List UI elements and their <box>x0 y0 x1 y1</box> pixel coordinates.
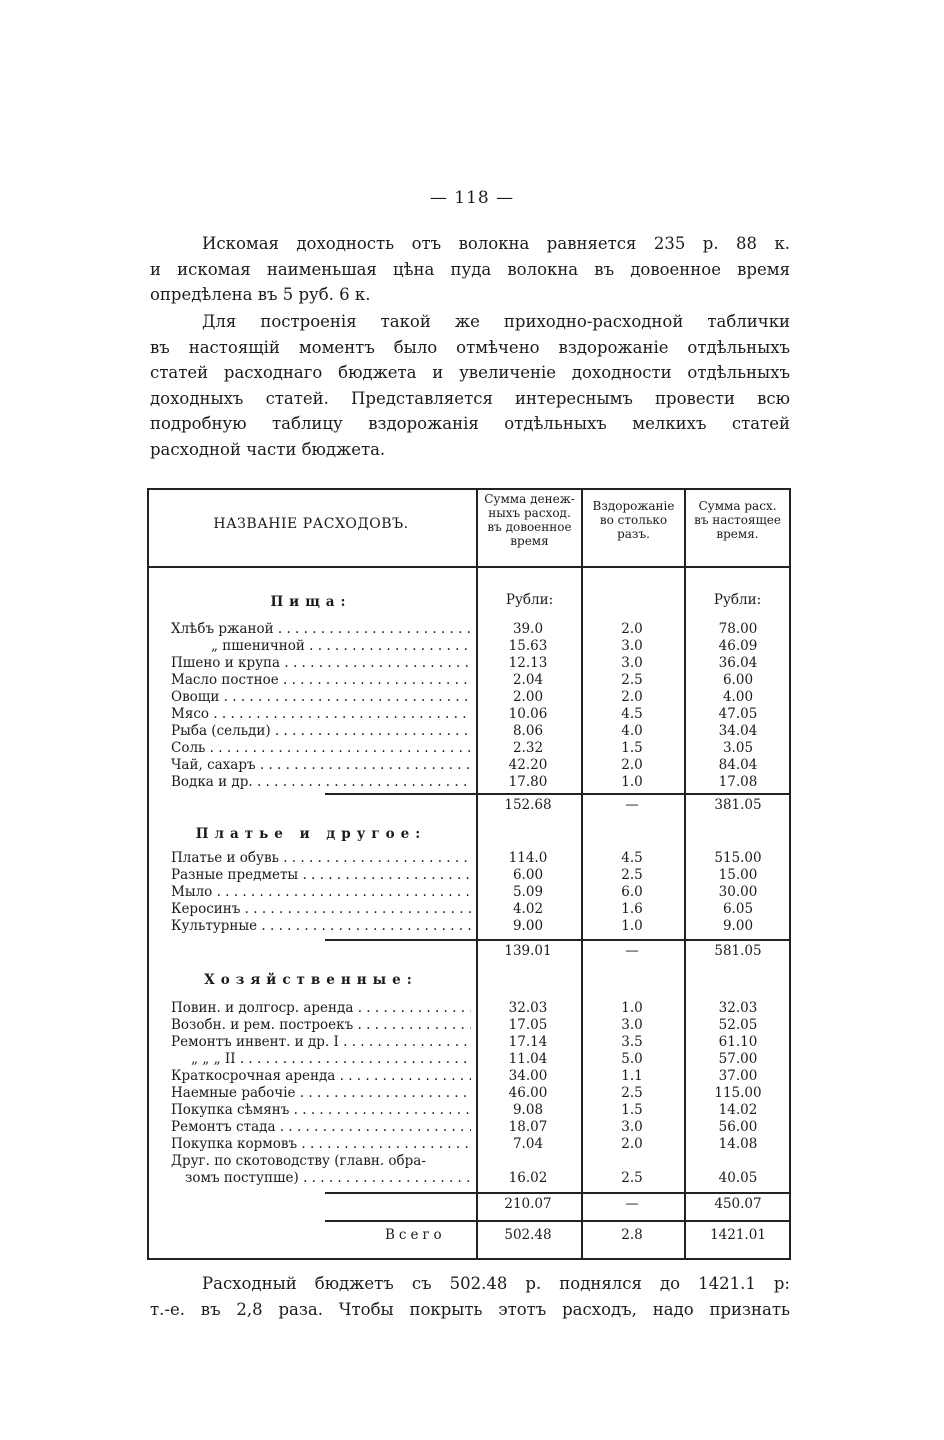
table-row <box>147 1119 791 1136</box>
current-value: 115.00 <box>714 1085 762 1101</box>
subtotal-rise: — <box>625 943 639 959</box>
subtotal-prewar: 139.01 <box>504 943 552 959</box>
prewar-value: 16.02 <box>508 1170 548 1186</box>
expense-name: Рыба (сельди) . . . <box>171 723 471 740</box>
prewar-value: 5.09 <box>512 884 544 900</box>
table-row <box>147 884 791 901</box>
subtotal-row <box>147 797 791 814</box>
total-current: 1421.01 <box>710 1227 766 1243</box>
rise-factor: 1.0 <box>621 1000 643 1016</box>
intro-paragraph <box>150 231 790 308</box>
table-row <box>147 1085 791 1102</box>
rise-factor: 2.0 <box>621 621 643 637</box>
expense-name: „ пшеничной . . . <box>171 638 471 655</box>
rise-factor: 1.0 <box>621 918 643 934</box>
subtotal-prewar: 152.68 <box>504 797 552 813</box>
rise-factor: 6.0 <box>621 884 643 900</box>
header-line: во столько <box>599 513 668 527</box>
subtotal-current: 381.05 <box>714 797 762 813</box>
current-value: 515.00 <box>714 850 762 866</box>
rise-factor: 2.0 <box>621 757 643 773</box>
expense-name: Культурные . . . <box>171 918 471 935</box>
prewar-value: 17.80 <box>508 774 548 790</box>
current-value: 14.08 <box>718 1136 758 1152</box>
rise-factor: 2.0 <box>621 689 643 705</box>
expense-name: зомъ поступше) . . . <box>171 1170 471 1187</box>
expense-name: Покупка кормовъ . . . <box>171 1136 471 1153</box>
current-value: 15.00 <box>718 867 758 883</box>
current-value: 9.00 <box>722 918 754 934</box>
rise-factor: 1.5 <box>621 740 643 756</box>
table-row <box>147 1000 791 1017</box>
current-value: 47.05 <box>718 706 758 722</box>
expense-name: Возобн. и рем. построекъ . . . <box>171 1017 471 1034</box>
expense-name: Водка и др. . . . <box>171 774 471 791</box>
current-value: 36.04 <box>718 655 758 671</box>
table-row <box>147 1017 791 1034</box>
prewar-value: 7.04 <box>512 1136 544 1152</box>
prewar-value: 17.05 <box>508 1017 548 1033</box>
rise-factor: 2.5 <box>621 1170 643 1186</box>
expense-name: Покупка сѣмянъ . . . <box>171 1102 471 1119</box>
expense-name: Краткосрочная аренда . . . <box>171 1068 471 1085</box>
total-rise: 2.8 <box>621 1227 643 1243</box>
expense-name: Разные предметы . . . <box>171 867 471 884</box>
current-value: 37.00 <box>718 1068 758 1084</box>
total-prewar: 502.48 <box>504 1227 552 1243</box>
expense-name: Ремонтъ стада . . . <box>171 1119 471 1136</box>
table-row <box>147 638 791 655</box>
prewar-value: 6.00 <box>512 867 544 883</box>
text-line: Для построенія такой же приходно-расходной таблички <box>202 312 790 331</box>
text-line: опредѣлена въ 5 руб. 6 к. <box>150 285 371 304</box>
text-line: расходной части бюджета. <box>150 439 386 459</box>
rise-factor: 3.0 <box>621 638 643 654</box>
expense-table <box>147 488 791 1260</box>
table-row <box>147 901 791 918</box>
header-line: въ настоящее <box>694 513 781 527</box>
current-value: 32.03 <box>718 1000 758 1016</box>
expense-name: Масло постное . . . <box>171 672 471 689</box>
prewar-value: 32.03 <box>508 1000 548 1016</box>
expense-name: Друг. по скотоводству (главн. обра- <box>171 1153 426 1169</box>
current-value: 46.09 <box>718 638 758 654</box>
prewar-value: 11.04 <box>508 1051 548 1067</box>
prewar-value: 4.02 <box>512 901 544 917</box>
rise-factor: 1.1 <box>621 1068 643 1084</box>
table-row <box>147 672 791 689</box>
prewar-value: 18.07 <box>508 1119 548 1135</box>
section-title-food: Пища: <box>270 594 352 610</box>
text-line: и искомая наименьшая цѣна пуда волокна въ довоенное время <box>150 259 790 279</box>
subtotal-prewar: 210.07 <box>504 1196 552 1212</box>
table-row <box>147 1051 791 1068</box>
table-row <box>147 1102 791 1119</box>
prewar-value: 10.06 <box>508 706 548 722</box>
table-row <box>147 1034 791 1051</box>
prewar-value: 2.00 <box>512 689 544 705</box>
subtotal-rise: — <box>625 797 639 813</box>
header-line: Вздорожаніе <box>592 499 675 513</box>
second-paragraph <box>150 309 790 462</box>
prewar-value: 34.00 <box>508 1068 548 1084</box>
current-value: 6.00 <box>722 672 754 688</box>
current-value: 52.05 <box>718 1017 758 1033</box>
rise-factor: 3.0 <box>621 1119 643 1135</box>
rise-factor: 3.0 <box>621 655 643 671</box>
table-row <box>147 706 791 723</box>
rise-factor: 1.6 <box>621 901 643 917</box>
rise-factor: 1.0 <box>621 774 643 790</box>
prewar-value: 39.0 <box>512 621 544 637</box>
expense-name: Овощи . . . <box>171 689 471 706</box>
header-line: Сумма расх. <box>698 499 777 513</box>
rise-factor: 4.5 <box>621 850 643 866</box>
table-row <box>147 655 791 672</box>
expense-name: Соль . . . <box>171 740 471 757</box>
rise-factor: 5.0 <box>621 1051 643 1067</box>
header-line: разъ. <box>617 527 650 541</box>
table-row <box>147 867 791 884</box>
section-title-clothing: Платье и другое: <box>195 826 427 842</box>
prewar-value: 42.20 <box>508 757 548 773</box>
header-line: ныхъ расход. <box>488 506 571 520</box>
prewar-value: 114.0 <box>508 850 548 866</box>
text-line: въ настоящій моментъ было отмѣчено вздорожаніе отдѣльныхъ <box>150 337 790 357</box>
subtotal-rise: — <box>625 1196 639 1212</box>
page-number: — 118 — <box>429 188 515 208</box>
prewar-value: 9.08 <box>512 1102 544 1118</box>
current-value: 78.00 <box>718 621 758 637</box>
expense-name: Керосинъ . . . <box>171 901 471 918</box>
section-title-household: Хозяйственные: <box>204 972 418 988</box>
table-row <box>147 1136 791 1153</box>
prewar-value: 9.00 <box>512 918 544 934</box>
rise-factor: 3.0 <box>621 1017 643 1033</box>
text-line: доходныхъ статей. Представляется интереснымъ провести всю <box>150 388 790 408</box>
table-row <box>147 740 791 757</box>
current-value: 30.00 <box>718 884 758 900</box>
prewar-value: 12.13 <box>508 655 548 671</box>
rise-factor: 2.5 <box>621 672 643 688</box>
prewar-value: 46.00 <box>508 1085 548 1101</box>
expense-name: Наемные рабочіе . . . <box>171 1085 471 1102</box>
table-row <box>147 621 791 638</box>
prewar-value: 17.14 <box>508 1034 548 1050</box>
header-rule <box>147 566 791 568</box>
rise-factor: 2.0 <box>621 1136 643 1152</box>
header-line: въ довоенное <box>487 520 572 534</box>
total-label: Всего <box>385 1227 446 1243</box>
unit-label: Рубли: <box>505 592 554 608</box>
subtotal-row <box>147 943 791 960</box>
rise-factor: 1.5 <box>621 1102 643 1118</box>
total-rule <box>325 1220 791 1222</box>
expense-name: Пшено и крупа . . . <box>171 655 471 672</box>
table-row <box>147 918 791 935</box>
text-line: подробную таблицу вздорожанія отдѣльныхъ мелкихъ статей <box>150 414 790 433</box>
current-value: 57.00 <box>718 1051 758 1067</box>
expense-name: Мясо . . . <box>171 706 471 723</box>
current-value: 14.02 <box>718 1102 758 1118</box>
rise-factor: 2.5 <box>621 1085 643 1101</box>
total-row <box>147 1227 791 1244</box>
text-line: статей расходнаго бюджета и увеличеніе доходности отдѣльныхъ <box>150 363 790 382</box>
expense-name: Повин. и долгоср. аренда . . . <box>171 1000 471 1017</box>
table-row <box>147 850 791 867</box>
header-prewar-sum <box>478 492 581 548</box>
prewar-value: 2.04 <box>512 672 544 688</box>
closing-paragraph <box>150 1271 790 1322</box>
text-line: т.-е. въ 2,8 раза. Чтобы покрыть этотъ расходъ, надо признать <box>150 1299 790 1319</box>
table-row <box>147 757 791 774</box>
subtotal-rule <box>325 939 791 941</box>
expense-name: Мыло . . . <box>171 884 471 901</box>
unit-label: Рубли: <box>713 592 762 608</box>
current-value: 17.08 <box>718 774 758 790</box>
table-row <box>147 689 791 706</box>
rise-factor: 4.5 <box>621 706 643 722</box>
header-line: время <box>510 534 549 548</box>
prewar-value: 2.32 <box>512 740 544 756</box>
table-row <box>147 1170 791 1187</box>
subtotal-current: 581.05 <box>714 943 762 959</box>
current-value: 34.04 <box>718 723 758 739</box>
table-row <box>147 774 791 791</box>
subtotal-rule <box>325 793 791 795</box>
current-value: 3.05 <box>722 740 754 756</box>
subtotal-row <box>147 1196 791 1213</box>
table-row <box>147 723 791 740</box>
text-line: Расходный бюджетъ съ 502.48 р. поднялся до 1421.1 р: <box>202 1274 790 1293</box>
expense-name: „ „ „ II . . . <box>171 1051 471 1068</box>
rise-factor: 2.5 <box>621 867 643 883</box>
subtotal-rule <box>325 1192 791 1194</box>
current-value: 56.00 <box>718 1119 758 1135</box>
rise-factor: 4.0 <box>621 723 643 739</box>
table-row <box>147 1153 791 1170</box>
current-value: 84.04 <box>718 757 758 773</box>
current-value: 61.10 <box>718 1034 758 1050</box>
expense-name: Ремонтъ инвент. и др. I . . . <box>171 1034 471 1051</box>
current-value: 4.00 <box>722 689 754 705</box>
prewar-value: 8.06 <box>512 723 544 739</box>
prewar-value: 15.63 <box>508 638 548 654</box>
header-line: Сумма денеж- <box>484 492 575 506</box>
current-value: 40.05 <box>718 1170 758 1186</box>
table-row <box>147 1068 791 1085</box>
expense-name: Чай, сахаръ . . . <box>171 757 471 774</box>
rise-factor: 3.5 <box>621 1034 643 1050</box>
header-line: время. <box>716 527 759 541</box>
current-value: 6.05 <box>722 901 754 917</box>
expense-name: Платье и обувь . . . <box>171 850 471 867</box>
text-line: Искомая доходность отъ волокна равняется 235 р. 88 к. <box>202 234 790 253</box>
header-current-sum <box>686 499 789 541</box>
subtotal-current: 450.07 <box>714 1196 762 1212</box>
header-price-rise <box>583 499 684 541</box>
expense-name: Хлѣбъ ржаной . . . <box>171 621 471 638</box>
header-expense-name: НАЗВАНІЕ РАСХОДОВЪ. <box>213 516 409 532</box>
